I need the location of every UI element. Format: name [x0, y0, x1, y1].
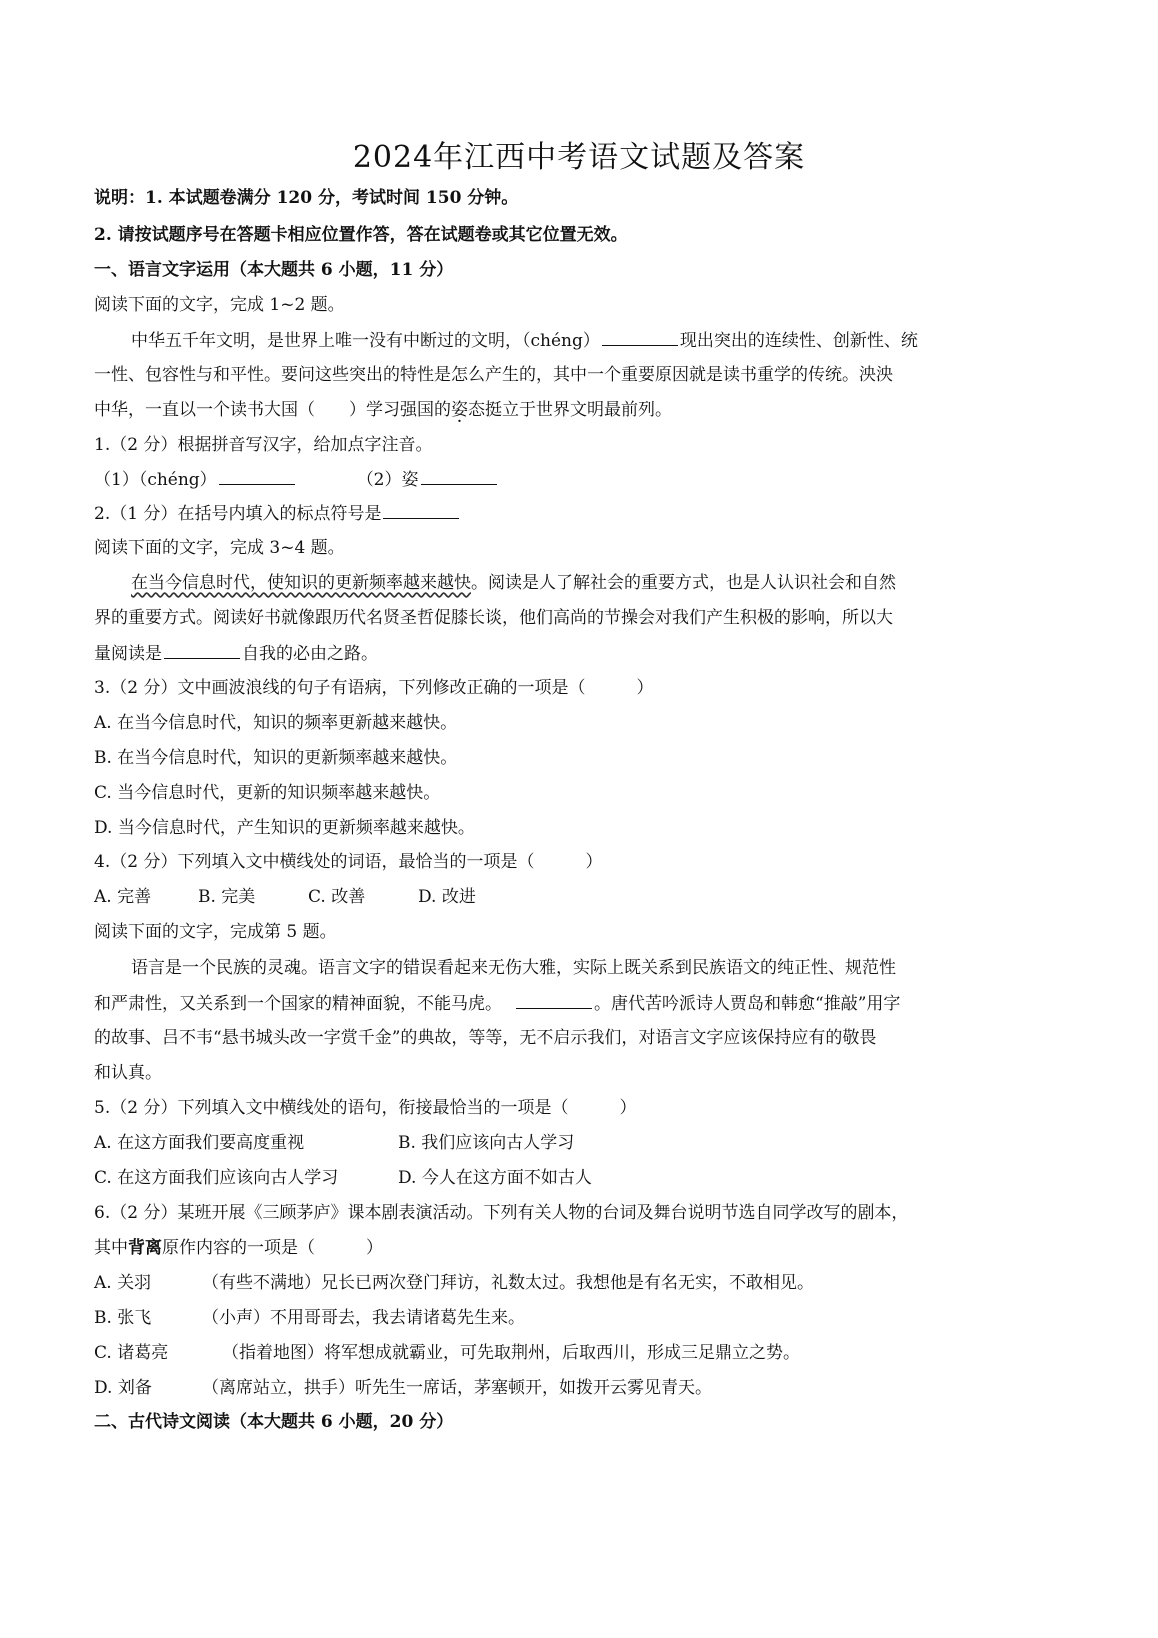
reading-1-line-2: 一性、包容性与和平性。要问这些突出的特性是怎么产生的，其中一个重要原因就是读书重学的传统。泱泱	[94, 365, 893, 385]
question-3-stem: 3.（2 分）文中画波浪线的句子有语病，下列修改正确的一项是（ ）	[94, 678, 654, 698]
answer-blank	[421, 467, 497, 485]
exam-note-1: 说明：1. 本试题卷满分 120 分，考试时间 150 分钟。	[94, 188, 519, 208]
reading-2-line-3: 量阅读是 自我的必由之路。	[94, 641, 1084, 666]
section-1-heading: 一、语言文字运用（本大题共 6 小题，11 分）	[94, 260, 454, 280]
question-6-option-c: C. 诸葛亮 （指着地图）将军想成就霸业，可先取荆州，后取西川，形成三足鼎立之势。	[94, 1343, 800, 1363]
question-6-option-b: B. 张飞 （小声）不用哥哥去，我去请诸葛先生来。	[94, 1308, 525, 1328]
answer-blank	[164, 641, 240, 659]
question-6-option-a: A. 关羽 （有些不满地）兄长已两次登门拜访，礼数太过。我想他是有名无实，不敢相见。	[94, 1273, 814, 1293]
question-5-option-a: A. 在这方面我们要高度重视	[94, 1133, 305, 1153]
question-5-option-d: D. 今人在这方面不如古人	[398, 1168, 592, 1188]
question-5-option-c: C. 在这方面我们应该向古人学习	[94, 1168, 339, 1188]
answer-blank	[602, 328, 678, 346]
reading-2-intro: 阅读下面的文字，完成 3~4 题。	[94, 538, 345, 558]
reading-1-line-3: 中华，一直以一个读书大国（ ）学习强国的姿态挺立于世界文明最前列。	[94, 400, 672, 420]
question-3-option-a: A. 在当今信息时代，知识的频率更新越来越快。	[94, 713, 458, 733]
dotted-char: 姿	[451, 400, 468, 420]
wavy-underlined-sentence: 在当今信息时代，使知识的更新频率越来越快	[131, 573, 471, 593]
reading-3-line-1: 语言是一个民族的灵魂。语言文字的错误看起来无伤大雅，实际上既关系到民族语文的纯正性、规范性	[131, 958, 896, 978]
exam-note-2: 2. 请按试题序号在答题卡相应位置作答，答在试题卷或其它位置无效。	[94, 225, 628, 245]
question-6-stem: 6.（2 分）某班开展《三顾茅庐》课本剧表演活动。下列有关人物的台词及舞台说明节选自同学改写的剧本，	[94, 1203, 909, 1223]
question-5-stem: 5.（2 分）下列填入文中横线处的语句，衔接最恰当的一项是（ ）	[94, 1098, 637, 1118]
question-6-stem-2: 其中背离原作内容的一项是（ ）	[94, 1238, 383, 1258]
question-5-option-b: B. 我们应该向古人学习	[398, 1133, 575, 1153]
question-4-option-a: A. 完善	[94, 887, 152, 907]
answer-blank	[383, 501, 459, 519]
question-1-parts: （1）（chéng） （2）姿	[94, 467, 1084, 492]
emphasis-word: 背离	[128, 1238, 162, 1258]
reading-3-line-4: 和认真。	[94, 1063, 162, 1083]
question-4-option-c: C. 改善	[308, 887, 366, 907]
reading-2-line-2: 界的重要方式。阅读好书就像跟历代名贤圣哲促膝长谈，他们高尚的节操会对我们产生积极的影响，所以大	[94, 608, 893, 628]
reading-1-line-1: 中华五千年文明，是世界上唯一没有中断过的文明，（chéng） 现出突出的连续性、创新性、统	[131, 328, 1121, 353]
question-6-option-d: D. 刘备 （离席站立，拱手）听先生一席话，茅塞顿开，如拨开云雾见青天。	[94, 1378, 712, 1398]
question-1-stem: 1.（2 分）根据拼音写汉字，给加点字注音。	[94, 435, 433, 455]
reading-1-intro: 阅读下面的文字，完成 1~2 题。	[94, 295, 345, 315]
reading-2-line-1: 在当今信息时代，使知识的更新频率越来越快。阅读是人了解社会的重要方式，也是人认识社会和自然	[131, 573, 896, 593]
question-3-option-b: B. 在当今信息时代，知识的更新频率越来越快。	[94, 748, 458, 768]
question-4-options	[94, 885, 1084, 909]
reading-3-intro: 阅读下面的文字，完成第 5 题。	[94, 922, 337, 942]
question-4-stem: 4.（2 分）下列填入文中横线处的词语，最恰当的一项是（ ）	[94, 852, 603, 872]
question-5-options-row-1	[94, 1131, 1084, 1155]
question-4-option-d: D. 改进	[418, 887, 476, 907]
section-2-heading: 二、古代诗文阅读（本大题共 6 小题，20 分）	[94, 1412, 454, 1432]
reading-3-line-3: 的故事、吕不韦“悬书城头改一字赏千金”的典故，等等，无不启示我们，对语言文字应该保持应有的敬畏	[94, 1028, 877, 1048]
answer-blank	[219, 467, 295, 485]
question-3-option-d: D. 当今信息时代，产生知识的更新频率越来越快。	[94, 818, 475, 838]
answer-blank	[516, 991, 592, 1009]
page-title: 2024年江西中考语文试题及答案	[352, 140, 806, 175]
reading-3-line-2: 和严肃性，又关系到一个国家的精神面貌，不能马虎。 。唐代苦吟派诗人贾岛和韩愈“推敲”用字	[94, 991, 1084, 1016]
question-5-options-row-2	[94, 1166, 1084, 1190]
question-2-stem: 2.（1 分）在括号内填入的标点符号是	[94, 501, 1084, 526]
question-3-option-c: C. 当今信息时代，更新的知识频率越来越快。	[94, 783, 441, 803]
question-4-option-b: B. 完美	[198, 887, 256, 907]
